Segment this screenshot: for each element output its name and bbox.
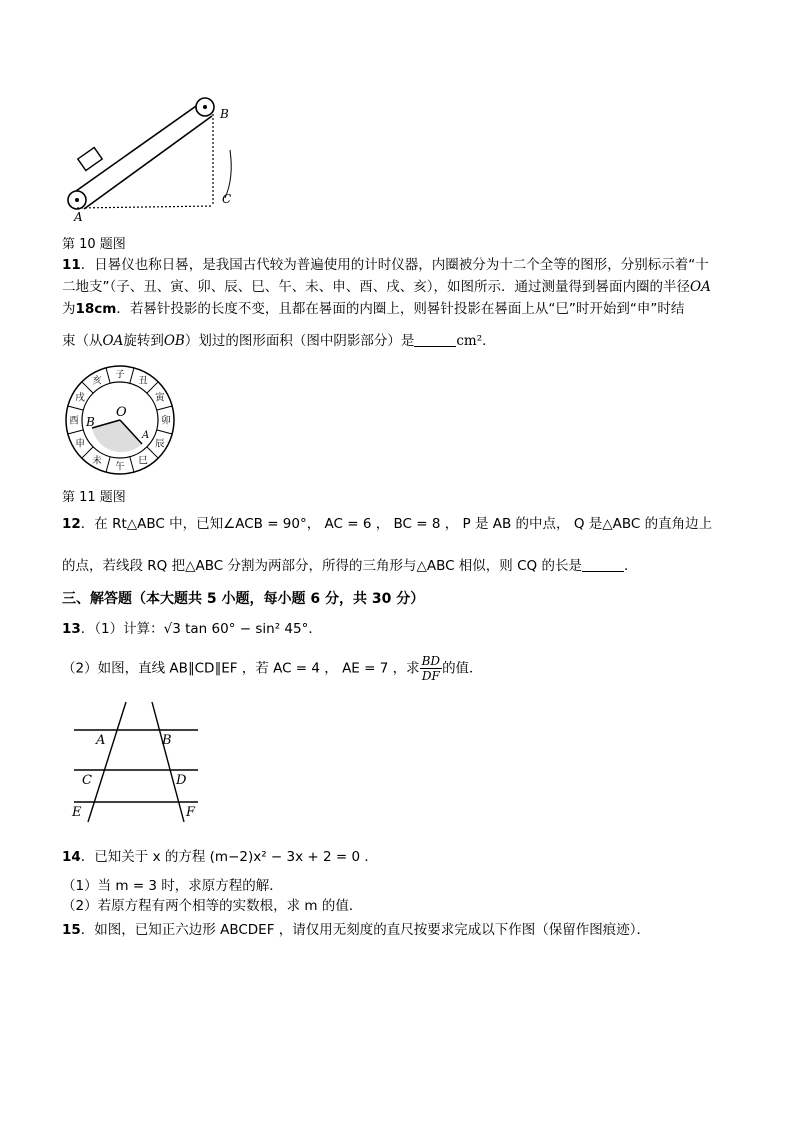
- q14-number: 14: [62, 849, 81, 865]
- figure-13-parallel-lines: [68, 698, 208, 828]
- sundial-branch-label: 巳: [138, 455, 148, 467]
- sundial-divider: [130, 368, 134, 383]
- q12-number: 12: [62, 516, 81, 532]
- q11-line1: ．日晷仪也称日晷，是我国古代较为普遍使用的计时仪器，内圈被分为十二个全等的图形，分别标示着“十: [80, 257, 709, 273]
- question-11: [62, 254, 742, 352]
- sundial-divider: [106, 457, 110, 472]
- question-13: [62, 618, 742, 683]
- fig11-label-B: B: [86, 415, 95, 429]
- sundial-divider: [68, 430, 83, 434]
- q13-part1: ．（1）计算：√3 tan 60° − sin² 45°．: [80, 621, 322, 637]
- question-12: [62, 513, 742, 577]
- sundial-branch-label: 寅: [155, 392, 165, 404]
- q11-line3-post: ．若晷针投影的长度不变，且都在晷面的内圈上，则晷针投影在晷面上从“巳”时开始到“申”时结: [116, 301, 685, 317]
- q12-line1: ．在 Rt△ABC 中，已知∠ACB = 90°， AC = 6 ， BC = 8 ， P 是 AB 的中点， Q 是△ABC 的直角边上: [80, 516, 713, 532]
- fig13-label-F: F: [186, 805, 196, 820]
- sundial-divider: [130, 457, 134, 472]
- q13-fraction: [420, 654, 442, 683]
- q11-number: 11: [62, 257, 81, 273]
- q11-line4-post: ）划过的图形面积（图中阴影部分）是: [184, 333, 415, 349]
- fig10-label-C: C: [222, 192, 232, 206]
- fig11-label-O: O: [116, 405, 127, 420]
- sundial-branch-label: 未: [92, 455, 102, 467]
- q11-line3-pre: 为: [62, 301, 76, 317]
- sundial-branch-label: 申: [75, 438, 85, 450]
- sundial-divider: [68, 406, 83, 410]
- sundial-branch-label: 亥: [92, 375, 102, 387]
- sundial-divider: [157, 430, 172, 434]
- q13-frac-den: DF: [421, 669, 440, 683]
- sundial-branch-label: 子: [115, 369, 125, 381]
- q15-stem: ．如图，已知正六边形 ABCDEF ，请仅用无刻度的直尺按要求完成以下作图（保留作图痕迹）．: [80, 922, 651, 938]
- fig13-label-C: C: [82, 773, 92, 788]
- q12-answer-blank: [582, 557, 624, 572]
- q13-part2-pre: （2）如图，直线 AB∥CD∥EF ，若 AC = 4 ， AE = 7 ，求: [62, 660, 420, 677]
- fig13-label-E: E: [72, 805, 82, 820]
- q11-line2: 二地支”（子、丑、寅、卯、辰、巳、午、未、申、酉、戌、亥），如图所示．通过测量得到晷面内圈的半径: [62, 279, 690, 295]
- fig13-label-A: A: [96, 733, 106, 748]
- q11-answer-blank: [414, 332, 456, 347]
- sundial-branch-label: 丑: [138, 375, 148, 387]
- sundial-branch-label: 酉: [69, 415, 79, 427]
- q11-line4-var1: OA: [102, 333, 124, 349]
- q11-line3-val: 18cm: [75, 301, 117, 317]
- q11-line2-var: OA: [690, 279, 711, 295]
- fig13-label-B: B: [162, 733, 172, 748]
- question-14: [62, 846, 742, 916]
- sundial-divider: [147, 382, 158, 393]
- figure-10-conveyor: [62, 90, 262, 230]
- q11-line4-var2: OB: [163, 333, 185, 349]
- q14-part2: （2）若原方程有两个相等的实数根，求 m 的值．: [62, 898, 363, 914]
- fig11-label-A: A: [142, 430, 150, 441]
- q14-part1: （1）当 m = 3 时，求原方程的解．: [62, 878, 283, 894]
- q14-stem: ．已知关于 x 的方程 (m−2)x² − 3x + 2 = 0 ．: [80, 849, 378, 865]
- q12-line2-end: ．: [623, 558, 638, 574]
- q15-number: 15: [62, 922, 81, 938]
- sundial-branch-label: 辰: [155, 438, 165, 450]
- q12-line2-pre: 的点，若线段 RQ 把△ABC 分割为两部分，所得的三角形与△ABC 相似，则 CQ 的长是: [62, 558, 582, 574]
- sundial-branch-label: 卯: [161, 415, 171, 427]
- figure-11-sundial: [62, 364, 186, 478]
- fig11-caption: 第 11 题图: [62, 490, 126, 505]
- sundial-divider: [106, 368, 110, 383]
- question-15: [62, 919, 742, 941]
- q13-number: 13: [62, 621, 81, 637]
- q11-unit: cm²: [456, 333, 483, 349]
- sundial-branch-label: 戌: [75, 392, 85, 404]
- sundial-divider: [157, 406, 172, 410]
- section-3-title: 三、解答题（本大题共 5 小题，每小题 6 分，共 30 分）: [62, 591, 425, 607]
- sundial-branch-label: 午: [115, 461, 125, 473]
- q13-frac-num: BD: [421, 654, 441, 668]
- fig10-caption: 第 10 题图: [62, 237, 126, 252]
- q11-line4-end: ．: [482, 333, 496, 349]
- q11-line4-mid: 旋转到: [123, 333, 164, 349]
- fig10-label-B: B: [220, 107, 229, 121]
- fig13-label-D: D: [176, 773, 187, 788]
- q11-line4-pre: 束（从: [62, 333, 103, 349]
- fig10-label-A: A: [74, 210, 83, 224]
- q13-part2-post: 的值．: [442, 660, 483, 677]
